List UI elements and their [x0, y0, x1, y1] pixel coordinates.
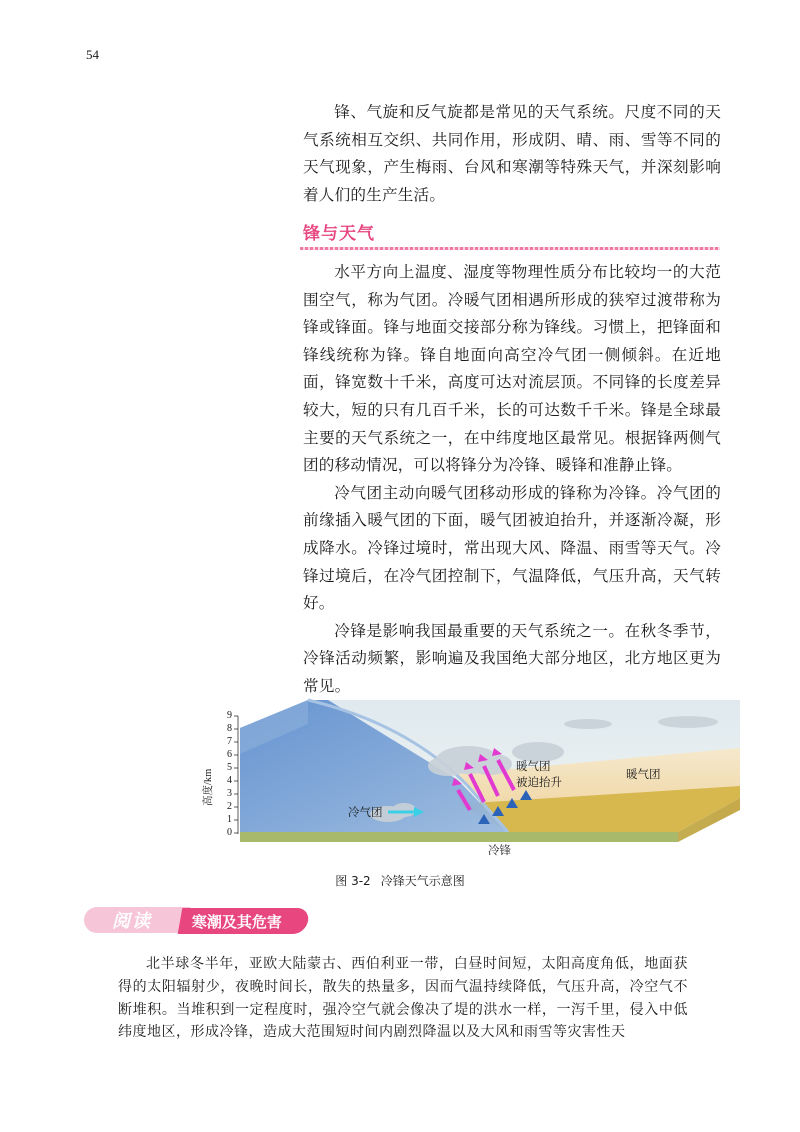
- y-tick-2: 2: [227, 801, 232, 812]
- body-paragraph-1: 水平方向上温度、湿度等物理性质分布比较均一的大范围空气，称为气团。冷暖气团相遇所形成的狭窄过渡带称为锋或锋面。锋与地面交接部分称为锋线。习惯上，把锋面和锋线统称为锋。锋自地面向高空冷气团一侧倾斜。在近地面，锋宽数十千米，高度可达对流层顶。不同锋的长度差异较大，短的只有几百千米，长的可达数千千米。锋是全球最主要的天气系统之一，在中纬度地区最常见。根据锋两侧气团的移动情况，可以将锋分为冷锋、暖锋和准静止锋。: [303, 263, 721, 475]
- y-tick-1: 1: [227, 814, 232, 825]
- label-cold-front: 冷锋: [488, 843, 511, 857]
- body-paragraph-2: 冷气团主动向暖气团移动形成的锋称为冷锋。冷气团的前缘插入暖气团的下面，暖气团被迫抬升，并逐渐冷凝，形成降水。冷锋过境时，常出现大风、降温、雨雪等天气。冷锋过境后，在冷气团控制下，气温降低，气压升高，天气转好。: [303, 483, 721, 613]
- y-tick-5: 5: [227, 762, 232, 773]
- y-tick-8: 8: [227, 723, 232, 734]
- section-divider: [300, 247, 720, 250]
- caption-text: 冷锋天气示意图: [380, 874, 465, 888]
- y-tick-6: 6: [227, 749, 232, 760]
- section-title: 锋与天气: [303, 224, 375, 244]
- y-tick-7: 7: [227, 736, 232, 747]
- cold-front-diagram: [203, 694, 740, 862]
- y-tick-0: 0: [227, 827, 232, 838]
- section-body: [303, 259, 721, 701]
- intro-paragraph: 锋、气旋和反气旋都是常见的天气系统。尺度不同的天气系统相互交织、共同作用，形成阴、晴、雨、雪等不同的天气现象，产生梅雨、台风和寒潮等特殊天气，并深刻影响着人们的生产生活。: [303, 103, 721, 204]
- y-tick-9: 9: [227, 710, 232, 721]
- figure-caption: [0, 872, 800, 889]
- reading-tag-text: 阅读: [112, 911, 152, 932]
- reading-title-banner: [178, 908, 311, 934]
- reading-title: 寒潮及其危害: [191, 913, 282, 931]
- reading-paragraph: 北半球冬半年，亚欧大陆蒙古、西伯利亚一带，白昼时间短，太阳高度角低，地面获得的太阳辐射少，夜晚时间长，散失的热量多，因而气温持续降低，气压升高，冷空气不断堆积。当堆积到一定程度时，强冷空气就会像决了堤的洪水一样，一泻千里，侵入中低纬度地区，形成冷锋，造成大范围短时间内剧烈降温以及大风和雨雪等灾害性天: [118, 956, 688, 1041]
- caption-number: 图 3-2: [335, 874, 371, 888]
- body-paragraph-3: 冷锋是影响我国最重要的天气系统之一。在秋冬季节，冷锋活动频繁，影响遍及我国绝大部分地区，北方地区更为常见。: [303, 621, 721, 695]
- y-tick-3: 3: [227, 788, 232, 799]
- label-warm-air-lifted-1: 暖气团: [516, 759, 551, 773]
- page-number: 54: [86, 47, 99, 62]
- y-axis-label: 高度/km: [203, 768, 214, 806]
- y-tick-4: 4: [227, 775, 232, 786]
- label-warm-air-lifted-2: 被迫抬升: [516, 775, 562, 789]
- label-warm-air: 暖气团: [626, 767, 661, 781]
- reading-tag: [84, 907, 190, 933]
- label-cold-air: 冷气团: [348, 805, 383, 819]
